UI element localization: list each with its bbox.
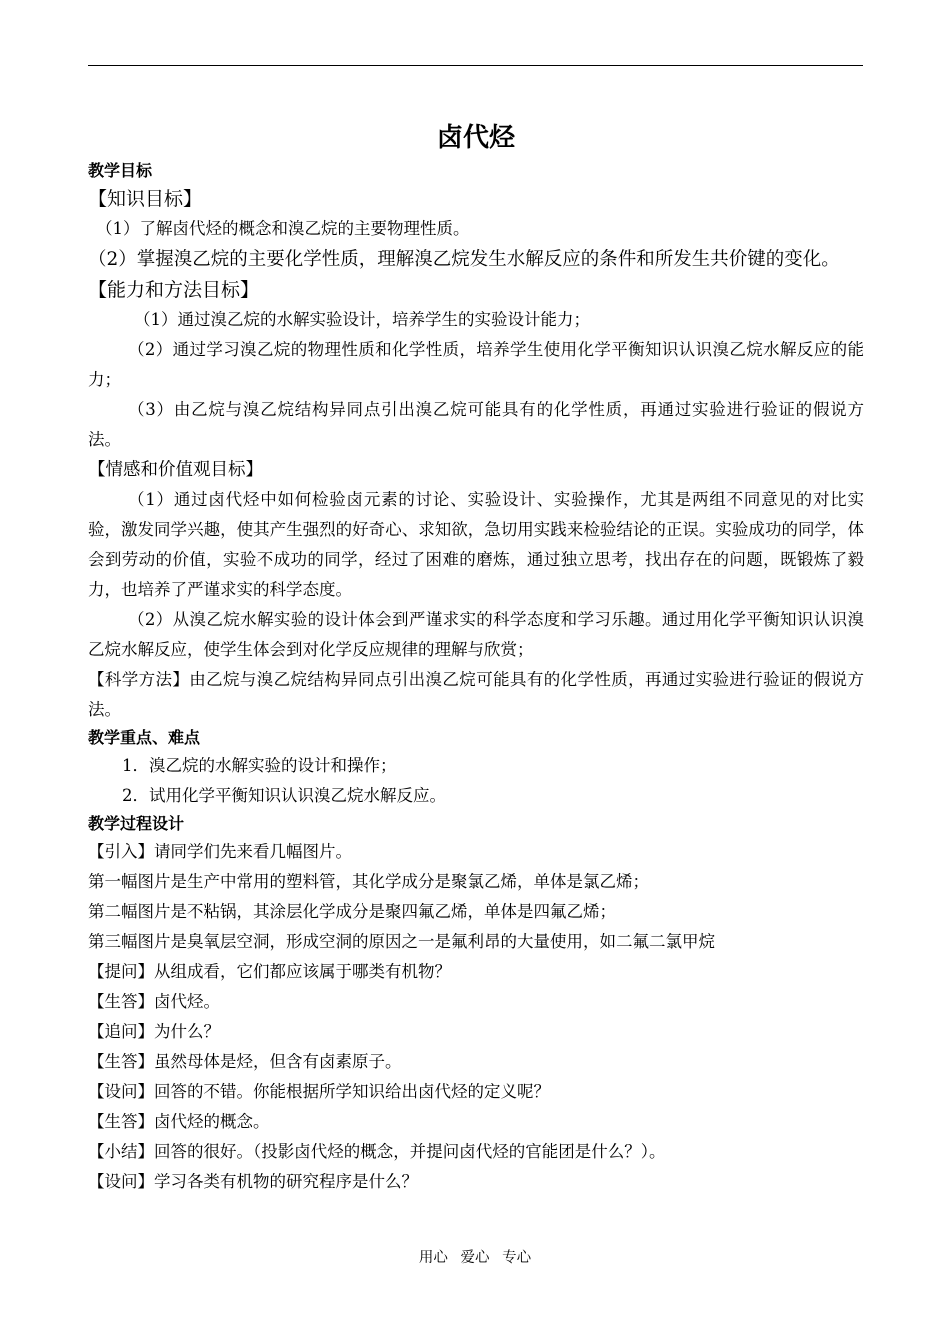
process-line: 【生答】卤代烃的概念。 xyxy=(88,1112,270,1131)
ability-item-1: （1）通过溴乙烷的水解实验设计，培养学生的实验设计能力； xyxy=(134,310,590,329)
process-line: 【生答】虽然母体是烃，但含有卤素原子。 xyxy=(88,1052,402,1071)
key-point-2: 2．试用化学平衡知识认识溴乙烷水解反应。 xyxy=(122,786,446,805)
goals-heading: 教学目标 xyxy=(88,161,153,180)
document-body xyxy=(88,120,864,1197)
page-title: 卤代烃 xyxy=(436,123,515,153)
process-line: 第三幅图片是臭氧层空洞，形成空洞的原因之一是氟利昂的大量使用，如二氟二氯甲烷 xyxy=(88,932,715,951)
process-line: 【提问】从组成看，它们都应该属于哪类有机物？ xyxy=(88,962,451,981)
header-rule xyxy=(88,65,863,66)
science-method: 【科学方法】由乙烷与溴乙烷结构异同点引出溴乙烷可能具有的化学性质，再通过实验进行验证的假说方法。 xyxy=(88,670,864,719)
process-line: 【追问】为什么？ xyxy=(88,1022,220,1041)
ability-heading: 【能力和方法目标】 xyxy=(88,279,260,301)
process-line: 【小结】回答的很好。（投影卤代烃的概念，并提问卤代烃的官能团是什么？）。 xyxy=(88,1142,666,1161)
ability-item-3: （3）由乙烷与溴乙烷结构异同点引出溴乙烷可能具有的化学性质，再通过实验进行验证的假说方法。 xyxy=(88,400,864,449)
emotion-heading: 【情感和价值观目标】 xyxy=(88,460,263,480)
knowledge-item-1: （1）了解卤代烃的概念和溴乙烷的主要物理性质。 xyxy=(96,219,470,238)
process-heading: 教学过程设计 xyxy=(88,814,185,833)
key-point-1: 1．溴乙烷的水解实验的设计和操作； xyxy=(122,756,397,775)
process-line: 【设问】回答的不错。你能根据所学知识给出卤代烃的定义呢？ xyxy=(88,1082,550,1101)
process-line: 【引入】请同学们先来看几幅图片。 xyxy=(88,842,352,861)
knowledge-item-2: （2）掌握溴乙烷的主要化学性质，理解溴乙烷发生水解反应的条件和所发生共价键的变化。 xyxy=(88,249,840,270)
key-points-heading: 教学重点、难点 xyxy=(88,728,201,747)
process-line: 第二幅图片是不粘锅，其涂层化学成分是聚四氟乙烯，单体是四氟乙烯； xyxy=(88,902,616,921)
process-line: 第一幅图片是生产中常用的塑料管，其化学成分是聚氯乙烯，单体是氯乙烯； xyxy=(88,872,649,891)
process-line: 【设问】学习各类有机物的研究程序是什么？ xyxy=(88,1172,418,1191)
emotion-item-2: （2）从溴乙烷水解实验的设计体会到严谨求实的科学态度和学习乐趣。通过用化学平衡知识认识溴乙烷水解反应，使学生体会到对化学反应规律的理解与欣赏； xyxy=(88,610,864,659)
process-line: 【生答】卤代烃。 xyxy=(88,992,220,1011)
emotion-item-1: （1）通过卤代烃中如何检验卤元素的讨论、实验设计、实验操作，尤其是两组不同意见的对比实验，激发同学兴趣，使其产生强烈的好奇心、求知欲，急切用实践来检验结论的正误。实验成功的同学，体会到劳动的价值，实验不成功的同学，经过了困难的磨炼，通过独立思考，找出存在的问题，既锻炼了毅力，也培养了严谨求实的科学态度。 xyxy=(88,490,864,599)
knowledge-heading: 【知识目标】 xyxy=(88,188,203,210)
page-footer: 用心 爱心 专心 xyxy=(418,1250,532,1266)
ability-item-2: （2）通过学习溴乙烷的物理性质和化学性质，培养学生使用化学平衡知识认识溴乙烷水解反应的能力； xyxy=(88,340,864,389)
